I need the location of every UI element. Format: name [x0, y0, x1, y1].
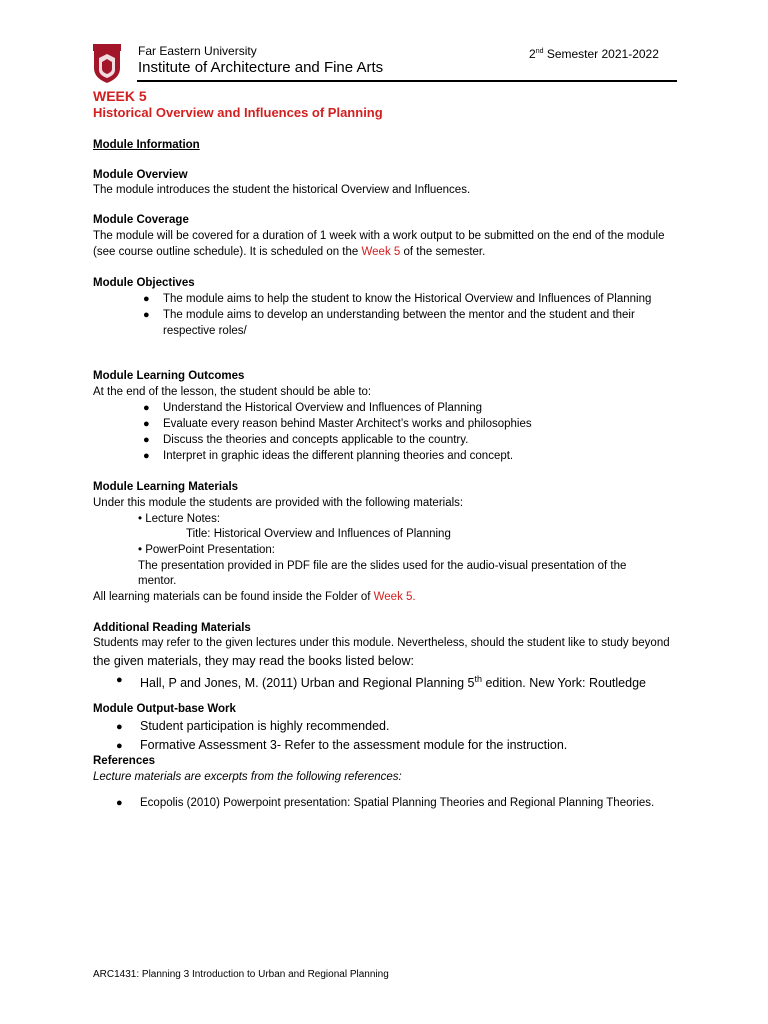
reading-book-post: edition. New York: Routledge [481, 676, 646, 691]
materials-lecture-title: Title: Historical Overview and Influences of Planning [186, 528, 451, 540]
module-subtitle: Historical Overview and Influences of Planning [93, 105, 383, 120]
reference-item-1: Ecopolis (2010) Powerpoint presentation: Spatial Planning Theories and Regional Planning Theories. [140, 797, 655, 809]
materials-folder [93, 590, 416, 605]
bullet-icon: ● [116, 674, 123, 686]
bullet-icon: ● [143, 418, 150, 430]
materials-ppt-line2: mentor. [138, 575, 177, 587]
reading-heading: Additional Reading Materials [93, 622, 251, 634]
references-heading: References [93, 755, 156, 767]
output-item-1: Student participation is highly recommended. [140, 719, 390, 733]
bullet-icon: ● [116, 797, 123, 809]
objectives-heading: Module Objectives [93, 277, 195, 289]
coverage-line1: The module will be covered for a duration of 1 week with a work output to be submitted on the end of the module [93, 230, 665, 242]
objective-item-1: The module aims to help the student to know the Historical Overview and Influences of Planning [163, 293, 652, 305]
header-divider [137, 80, 677, 82]
coverage-line2-pre: (see course outline schedule). It is scheduled on the [93, 246, 362, 258]
bullet-icon: ● [116, 740, 123, 752]
objective-item-2-line1: The module aims to develop an understanding between the mentor and the student and their [163, 309, 635, 321]
outcome-item: Interpret in graphic ideas the different planning theories and concept. [163, 450, 514, 462]
coverage-week-ref: Week 5 [361, 246, 401, 258]
outcome-item: Understand the Historical Overview and Influences of Planning [163, 402, 482, 414]
outcome-item: Discuss the theories and concepts applicable to the country. [163, 434, 469, 446]
footer-code: ARC1431: [93, 969, 140, 980]
reading-book-pre: Hall, P and Jones, M. (2011) Urban and Regional Planning 5 [140, 676, 475, 691]
objective-item-2-line2: respective roles/ [163, 325, 247, 337]
output-item-2: Formative Assessment 3- Refer to the assessment module for the instruction. [140, 738, 568, 752]
materials-folder-pre: All learning materials can be found inside the Folder of [93, 591, 374, 603]
module-info-heading: Module Information [93, 139, 200, 151]
coverage-line2-post: of the semester. [400, 246, 486, 258]
references-intro: Lecture materials are excerpts from the following references: [93, 771, 402, 783]
bullet-icon: ● [143, 293, 150, 305]
overview-heading: Module Overview [93, 169, 188, 181]
bullet-icon: ● [143, 434, 150, 446]
outcomes-intro: At the end of the lesson, the student should be able to: [93, 386, 372, 398]
semester-label [529, 44, 659, 62]
semester-text: Semester 2021-2022 [543, 47, 659, 61]
materials-lecture: • Lecture Notes: [138, 513, 221, 525]
materials-ppt: • PowerPoint Presentation: [138, 544, 275, 556]
reading-book [140, 671, 646, 692]
coverage-heading: Module Coverage [93, 214, 189, 226]
coverage-line2 [93, 245, 485, 260]
footer [93, 968, 389, 981]
semester-number: 2 [529, 47, 536, 61]
materials-intro: Under this module the students are provided with the following materials: [93, 497, 464, 509]
bullet-icon: ● [143, 309, 150, 321]
week-title: WEEK 5 [93, 88, 147, 104]
reading-book-sup: th [474, 674, 482, 684]
reading-line2: the given materials, they may read the books listed below: [93, 654, 415, 668]
bullet-icon: ● [143, 402, 150, 414]
overview-text: The module introduces the student the historical Overview and Influences. [93, 184, 471, 196]
university-name: Far Eastern University [138, 44, 257, 58]
bullet-icon: ● [143, 450, 150, 462]
outcomes-heading: Module Learning Outcomes [93, 370, 245, 382]
university-logo [93, 44, 121, 84]
output-heading: Module Output-base Work [93, 703, 236, 715]
bullet-icon: ● [116, 721, 123, 733]
footer-text: Planning 3 Introduction to Urban and Regional Planning [139, 969, 389, 980]
semester-sup: nd [535, 48, 544, 55]
materials-folder-week: Week 5. [373, 591, 416, 603]
institute-name: Institute of Architecture and Fine Arts [138, 59, 384, 76]
materials-heading: Module Learning Materials [93, 481, 239, 493]
materials-ppt-line1: The presentation provided in PDF file are the slides used for the audio-visual presentation of the [138, 560, 627, 572]
reading-line1: Students may refer to the given lectures under this module. Nevertheless, should the student like to study beyond [93, 637, 670, 649]
outcome-item: Evaluate every reason behind Master Architect’s works and philosophies [163, 418, 532, 430]
